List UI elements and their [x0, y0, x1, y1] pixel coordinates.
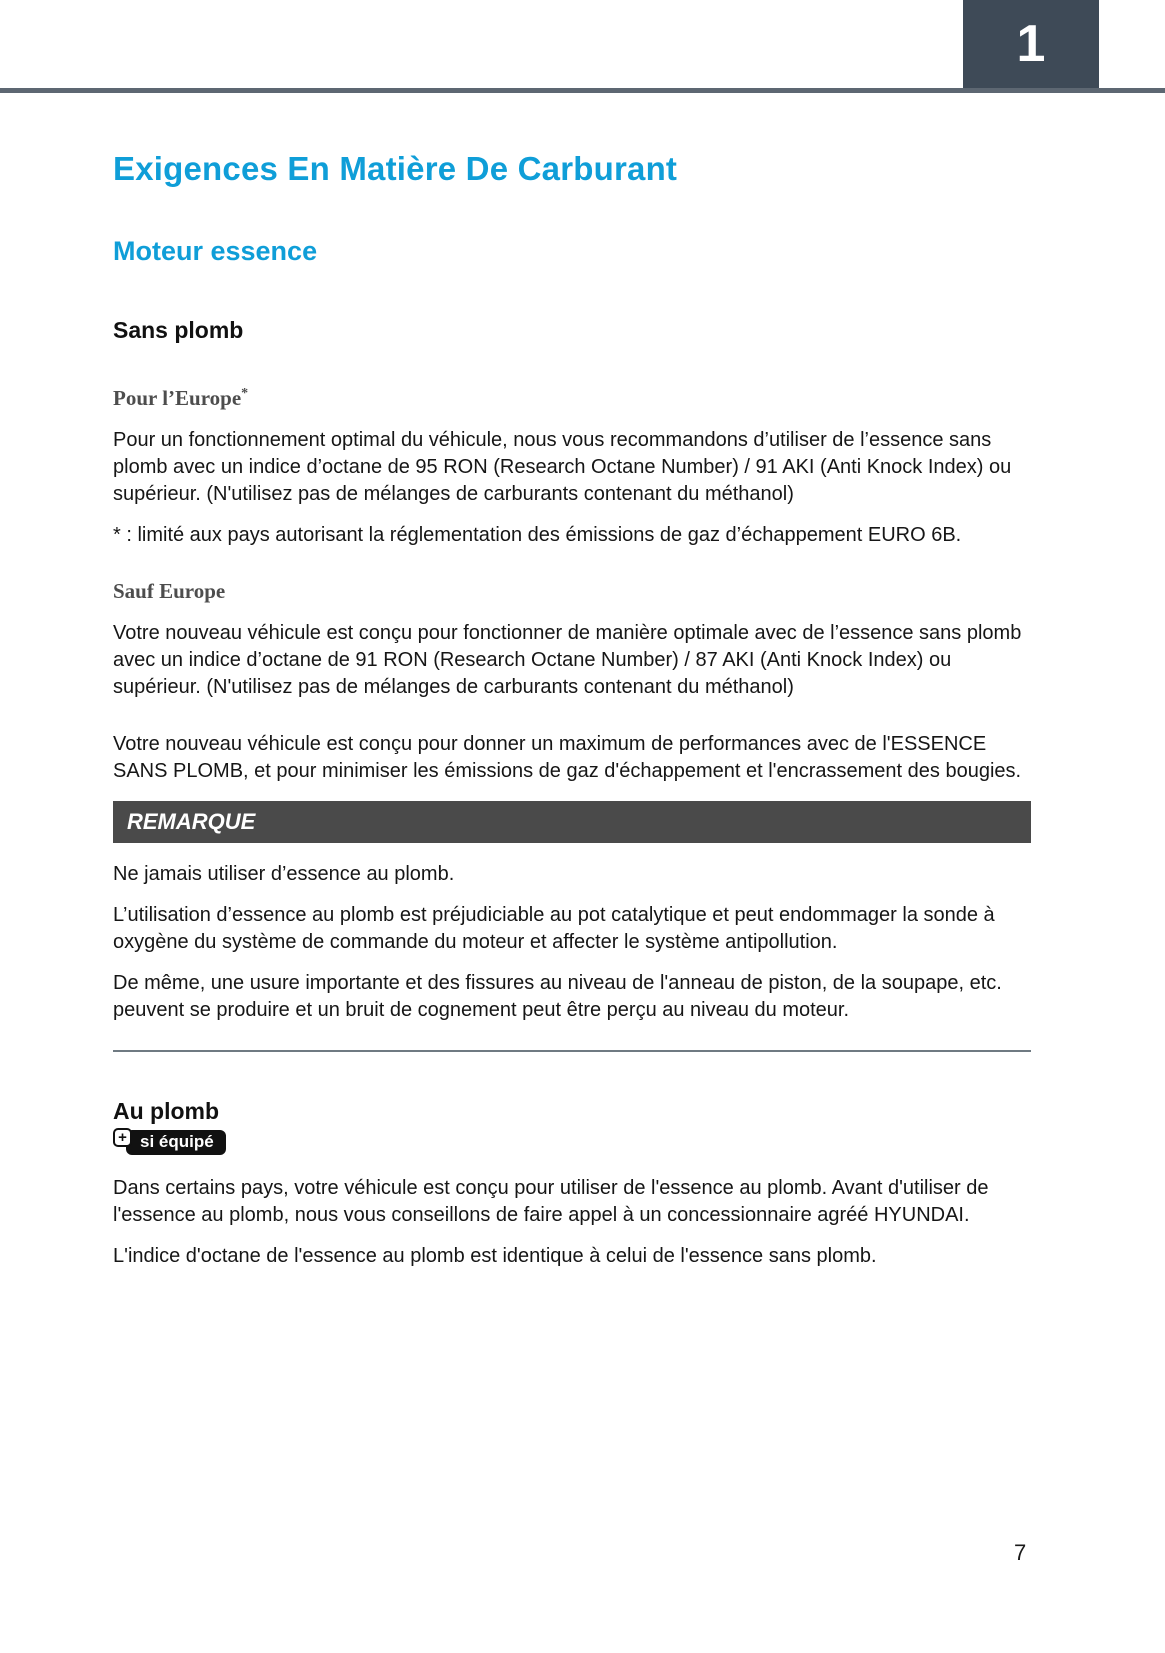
- section-title: Moteur essence: [113, 236, 318, 266]
- page-number: 7: [1014, 1540, 1027, 1565]
- region-heading-europe-label: Pour l’Europe: [113, 386, 242, 410]
- paragraph-au-plomb-1: Dans certains pays, votre véhicule est conçu pour utiliser de l'essence au plomb. Avant d'utiliser de l'essence au plomb, nous vous conseillons de faire appel à un concessionnaire agréé HYUNDAI.: [113, 1177, 989, 1226]
- equipped-badge: [113, 1130, 226, 1155]
- plus-icon: +: [113, 1128, 132, 1147]
- paragraph-sauf-europe: Votre nouveau véhicule est conçu pour fonctionner de manière optimale avec de l’essence sans plomb avec un indice d’octane de 91 RON (Research Octane Number) / 87 AKI (Anti Knock Index) ou supérieur. (N'utilisez pas de mélanges de carburants contenant du méthanol): [113, 622, 1022, 698]
- paragraph-performance: Votre nouveau véhicule est conçu pour donner un maximum de performances avec de l'ESSENCE SANS PLOMB, et pour minimiser les émissions de gaz d'échappement et l'encrassement des bougies.: [113, 733, 1022, 782]
- paragraph-remarque-1: Ne jamais utiliser d’essence au plomb.: [113, 863, 455, 885]
- region-heading-sauf-europe: Sauf Europe: [113, 579, 226, 603]
- chapter-tab: [963, 0, 1099, 88]
- subsection-heading-sans-plomb: Sans plomb: [113, 317, 244, 343]
- paragraph-remarque-3: De même, une usure importante et des fissures au niveau de l'anneau de piston, de la soupape, etc. peuvent se produire et un bruit de cognement peut être perçu au niveau du moteur.: [113, 972, 1002, 1021]
- equipped-badge-label: si équipé: [126, 1130, 226, 1155]
- remarque-banner: [113, 801, 1031, 843]
- remarque-label: REMARQUE: [127, 809, 256, 834]
- chapter-number: 1: [1016, 15, 1046, 73]
- asterisk-superscript: *: [241, 386, 249, 401]
- paragraph-europe: Pour un fonctionnement optimal du véhicule, nous vous recommandons d’utiliser de l’essence sans plomb avec un indice d’octane de 95 RON (Research Octane Number) / 91 AKI (Anti Knock Index) ou supérieur. (N'utilisez pas de mélanges de carburants contenant du méthanol): [113, 429, 1012, 505]
- header-divider: [0, 88, 1165, 93]
- section-divider: [113, 1050, 1031, 1052]
- subsection-heading-au-plomb: Au plomb: [113, 1098, 220, 1124]
- region-heading-europe: [113, 386, 1031, 411]
- page-title: Exigences En Matière De Carburant: [113, 150, 678, 187]
- page-content: [113, 150, 1031, 1284]
- paragraph-remarque-2: L’utilisation d’essence au plomb est préjudiciable au pot catalytique et peut endommager la sonde à oxygène du système de commande du moteur et affecter le système antipollution.: [113, 904, 995, 953]
- paragraph-au-plomb-2: L'indice d'octane de l'essence au plomb est identique à celui de l'essence sans plomb.: [113, 1245, 877, 1267]
- paragraph-europe-footnote: * : limité aux pays autorisant la réglementation des émissions de gaz d’échappement EURO 6B.: [113, 524, 962, 546]
